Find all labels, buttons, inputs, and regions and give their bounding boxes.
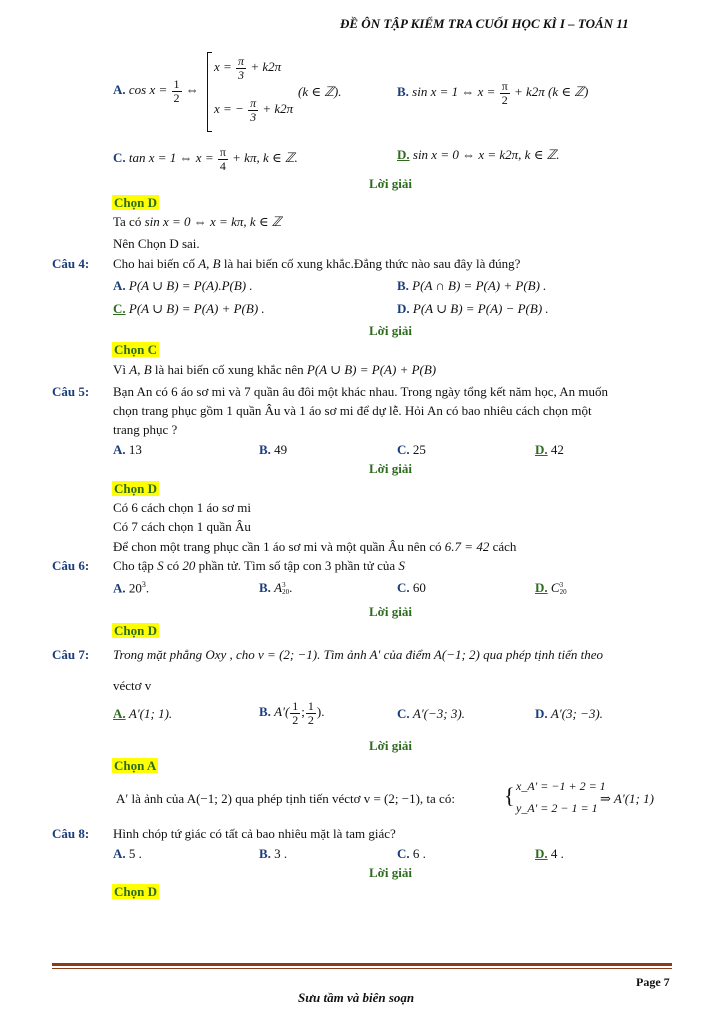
q5-solution-line1: Có 6 cách chọn 1 áo sơ mi [113, 500, 251, 515]
q5-option-a: A. 13 [113, 442, 142, 457]
q4-loi-giai: Lời giải [369, 323, 412, 338]
q4-answer-badge: Chọn C [114, 342, 157, 357]
q7-option-a: A. A′(1; 1). [113, 706, 173, 721]
q8-option-d: D. 4 . [535, 846, 564, 861]
q3-a-row1: x = $\frac{\pi}{3}$ + k2π [214, 54, 282, 82]
q7-stem-line1: Trong mặt phẳng Oxy , cho v = (2; −1). Tìm ảnh A′ của điểm A(−1; 2) qua phép tịnh tiến theo [113, 647, 603, 662]
q7-number: Câu 7: [52, 647, 90, 662]
q6-option-d: D. C 3 20 [535, 580, 567, 597]
q3-loi-giai: Lời giải [369, 176, 412, 191]
q8-option-b: B. 3 . [259, 846, 288, 861]
q5-option-d: D. 42 [535, 442, 564, 457]
q5-number: Câu 5: [52, 384, 90, 399]
q3-a-condition: (k ∈ ℤ). [298, 84, 342, 99]
footer-page-number: Page 7 [636, 975, 670, 989]
q7-loi-giai: Lời giải [369, 738, 412, 753]
q8-answer-badge: Chọn D [114, 884, 157, 899]
q4-option-b: B. P(A ∩ B) = P(A) + P(B) . [397, 278, 547, 293]
q4-solution: Vì A, B là hai biến cố xung khắc nên P(A ∪ B) = P(A) + P(B) [113, 362, 437, 377]
page-header-title: ĐỀ ÔN TẬP KIỂM TRA CUỐI HỌC KÌ I – TOÁN 11 [340, 16, 629, 31]
q6-stem: Cho tập S có 20 phần tử. Tìm số tập con 3 phần tử của S [113, 558, 405, 573]
q3-solution-line1: Ta có sin x = 0 ⇔ x = kπ, k ∈ ℤ [113, 214, 282, 229]
q7-system-row2: y_A′ = 2 − 1 = 1 [516, 801, 598, 815]
q5-stem-line3: trang phục ? [113, 422, 178, 437]
q7-stem-line2: véctơ v [113, 678, 152, 693]
q7-answer-badge: Chọn A [114, 758, 157, 773]
q6-option-c: C. 60 [397, 580, 426, 595]
q3-option-b: B. sin x = 1 ⇔ x = $\frac{\pi}{2}$ + k2π (k ∈ ℤ) [397, 79, 589, 107]
q3-solution-line2: Nên Chọn D sai. [113, 236, 200, 251]
q4-stem: Cho hai biến cố A, B là hai biến cố xung khắc.Đẳng thức nào sau đây là đúng? [113, 256, 521, 271]
q8-loi-giai: Lời giải [369, 865, 412, 880]
q8-number: Câu 8: [52, 826, 90, 841]
q3-a-bracket [207, 52, 212, 132]
q3-option-c: C. tan x = 1 ⇔ x = $\frac{\pi}{4}$ + kπ, k ∈ ℤ. [113, 145, 298, 173]
q5-solution-line2: Có 7 cách chọn 1 quần Âu [113, 519, 251, 534]
q7-system-result: ⇒ A′(1; 1) [600, 791, 654, 806]
q8-option-a: A. 5 . [113, 846, 142, 861]
q5-loi-giai: Lời giải [369, 461, 412, 476]
q7-option-b: B. A′( $\frac{1}{2}$ ; $\frac{1}{2}$ ). [259, 699, 325, 727]
q5-stem-line2: chọn trang phục gồm 1 quần Âu và 1 áo sơ mi để dự lễ. Hỏi An có bao nhiêu cách chọn một [113, 403, 592, 418]
q3-a-frac: $\frac{1}{2}$ [173, 77, 180, 105]
q8-stem: Hình chóp tứ giác có tất cả bao nhiêu mặt là tam giác? [113, 826, 396, 841]
q7-option-d: D. A′(3; −3). [535, 706, 603, 721]
q3-answer-badge: Chọn D [114, 195, 157, 210]
q4-number: Câu 4: [52, 256, 90, 271]
q7-system-brace: { [504, 783, 515, 808]
q4-option-a: A. P(A ∪ B) = P(A).P(B) . [113, 278, 253, 293]
q7-option-c: C. A′(−3; 3). [397, 706, 465, 721]
q4-option-d: D. P(A ∪ B) = P(A) − P(B) . [397, 301, 549, 316]
q6-option-a: A. $20^3$. [113, 580, 150, 596]
q5-option-c: C. 25 [397, 442, 426, 457]
q7-solution: A′ là ảnh của A(−1; 2) qua phép tịnh tiến véctơ v = (2; −1), ta có: [116, 791, 455, 806]
q5-answer-badge: Chọn D [114, 481, 157, 496]
q6-answer-badge: Chọn D [114, 623, 157, 638]
q3-a-row2: x = − $\frac{\pi}{3}$ + k2π [214, 96, 294, 124]
footer-source: Sưu tầm và biên soạn [298, 990, 415, 1005]
q5-option-b: B. 49 [259, 442, 288, 457]
q6-number: Câu 6: [52, 558, 90, 573]
footer-rule-thick [52, 963, 672, 966]
q6-loi-giai: Lời giải [369, 604, 412, 619]
q3-a-left: cos x = [128, 82, 168, 98]
q7-system-row1: x_A′ = −1 + 2 = 1 [516, 779, 606, 793]
q3-option-a [113, 78, 199, 104]
q5-solution-line3: Để chon một trang phục cần 1 áo sơ mi và một quần Âu nên có 6.7 = 42 cách [113, 539, 517, 554]
q5-stem-line1: Bạn An có 6 áo sơ mi và 7 quần âu đôi một khác nhau. Trong ngày tổng kết năm học, An muốn [113, 384, 609, 399]
q6-option-b: B. A 3 20 . [259, 580, 293, 597]
q3-a-arrow: ⇔ [185, 82, 199, 98]
q3-option-d: D. sin x = 0 ⇔ x = k2π, k ∈ ℤ. [397, 147, 560, 162]
q8-option-c: C. 6 . [397, 846, 426, 861]
q4-option-c: C. P(A ∪ B) = P(A) + P(B) . [113, 301, 265, 316]
q3-a-label: A. [113, 82, 126, 98]
footer-rule-thin [52, 968, 672, 969]
